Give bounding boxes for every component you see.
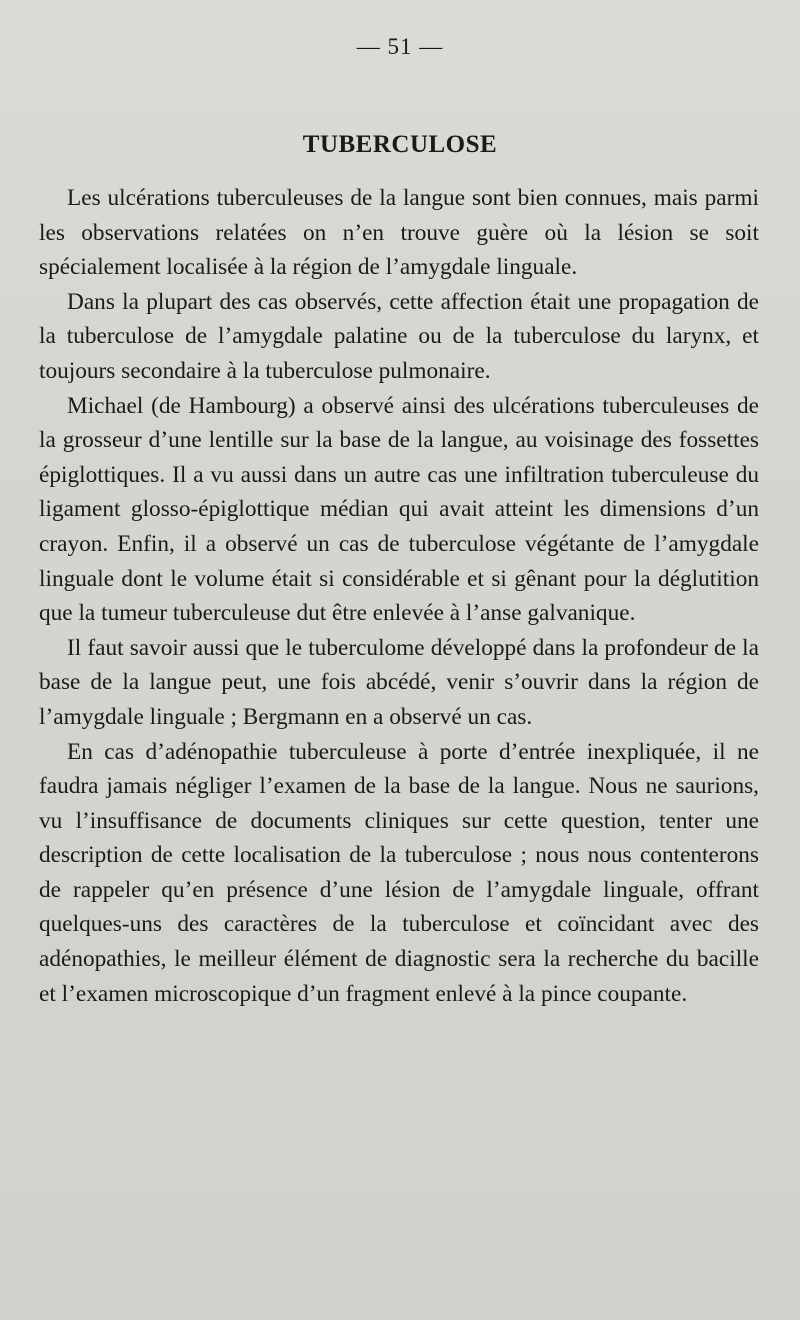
paragraph-5: En cas d’adénopathie tuberculeuse à porte d’entrée inexpliquée, il ne faudra jamais négliger l’examen de la base de la langue. Nous ne saurions, vu l’insuffisance de documents cliniques sur cette question, tenter une description de cette localisation de la tuberculose ; nous nous contenterons de rappeler qu’en présence d’une lésion de l’amygdale linguale, offrant quelques-uns des caractères de la tuberculose et coïncidant avec des adénopathies, le meilleur élément de diagnostic sera la recherche du bacille et l’examen microscopique d’un fragment enlevé à la pince coupante. [39, 738, 759, 1007]
paragraph-1: Les ulcérations tuberculeuses de la langue sont bien connues, mais parmi les observations relatées on n’en trouve guère où la lésion se soit spécialement localisée à la région de l’amygdale linguale. [39, 185, 759, 281]
page-number: — 51 — [356, 34, 444, 59]
section-title: TUBERCULOSE [302, 131, 498, 158]
paragraph-2: Dans la plupart des cas observés, cette affection était une propagation de la tuberculose de l’amygdale palatine ou de la tuberculose du larynx, et toujours secondaire à la tuberculose pulmonaire. [39, 288, 759, 384]
body-text [39, 181, 759, 1011]
paragraph-4: Il faut savoir aussi que le tuberculome développé dans la profondeur de la base de la langue peut, une fois abcédé, venir s’ouvrir dans la région de l’amygdale linguale ; Bergmann en a observé un cas. [39, 634, 759, 730]
paragraph-3: Michael (de Hambourg) a observé ainsi des ulcérations tuberculeuses de la grosseur d’une lentille sur la base de la langue, au voisinage des fossettes épiglottiques. Il a vu aussi dans un autre cas une infiltration tuberculeuse du ligament glosso-épiglottique médian qui avait atteint les dimensions d’un crayon. Enfin, il a observé un cas de tuberculose végétante de l’amygdale linguale dont le volume était si considérable et si gênant pour la déglutition que la tumeur tuberculeuse dut être enlevée à l’anse galvanique. [39, 392, 759, 627]
